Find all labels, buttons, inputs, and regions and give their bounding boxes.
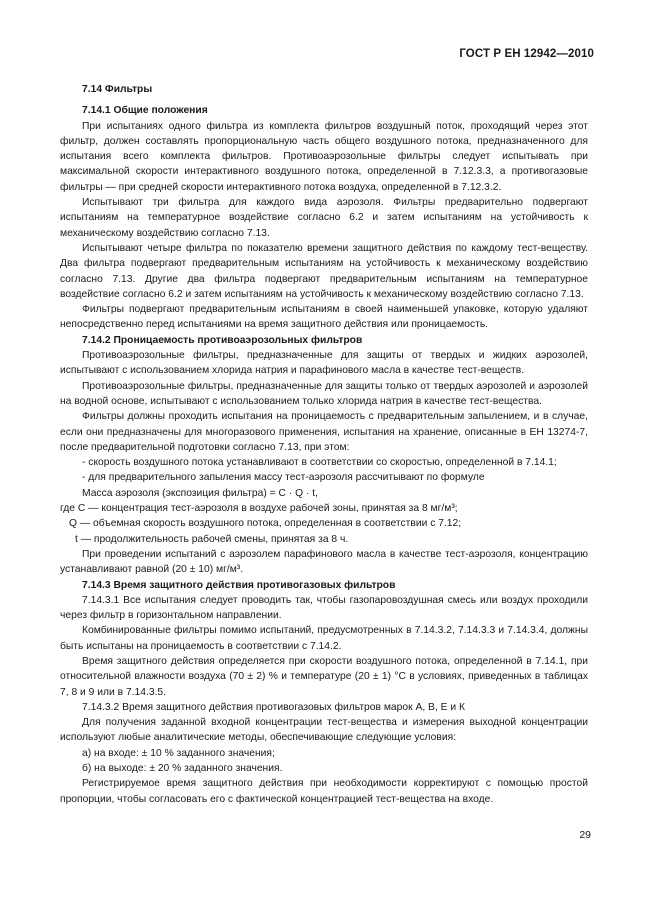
paragraph: Фильтры должны проходить испытания на проницаемость с предварительным запылением, и в случае, если они предназначены для многоразового применения, испытания на хранение, описанные в ЕН 13274-7, после предварительной подготовки согласно 7.13, при этом: — [60, 411, 588, 453]
page-number: 29 — [579, 829, 591, 841]
section-heading-7-14-1: 7.14.1 Общие положения — [82, 105, 208, 117]
list-item: - для предварительного запыления массу тест-аэрозоля рассчитывают по формуле — [82, 472, 485, 484]
variable-definition: Q — объемная скорость воздушного потока, определенная в соответствии с 7.12; — [69, 518, 462, 530]
variable-definition: t — продолжительность рабочей смены, принятая за 8 ч. — [75, 533, 349, 545]
paragraph: Испытывают три фильтра для каждого вида аэрозоля. Фильтры предварительно подвергают испытаниям на температурное воздействие согласно 6.2 и затем испытаниям на устойчивость к механическому воздействию согласно 7.13. — [60, 197, 588, 239]
page-content — [60, 80, 588, 807]
paragraph: Комбинированные фильтры помимо испытаний, предусмотренных в 7.14.3.2, 7.14.3.3 и 7.14.3.4, должны быть испытаны на проницаемость в соответствии с 7.14.2. — [60, 625, 588, 652]
paragraph: Противоаэрозольные фильтры, предназначенные для защиты от твердых и жидких аэрозолей, испытывают с использованием хлорида натрия и парафинового масла в качестве тест-веществ. — [60, 350, 588, 377]
paragraph: 7.14.3.1 Все испытания следует проводить так, чтобы газопаровоздушная смесь или воздух проходили через фильтр в горизонтальном направлении. — [60, 594, 588, 622]
list-item: б) на выходе: ± 20 % заданного значения. — [82, 763, 283, 775]
section-heading-7-14-2: 7.14.2 Проницаемость противоаэрозольных фильтров — [82, 334, 363, 346]
paragraph: При проведении испытаний с аэрозолем парафинового масла в качестве тест-аэрозоля, концентрацию устанавливают равной (20 ± 10) мг/м³. — [60, 548, 588, 576]
paragraph: При испытаниях одного фильтра из комплекта фильтров воздушный поток, проходящий через этот фильтр, должен составлять пропорциональную часть общего воздушного потока, предназначенного для испытания всего комплекта фильтров. Противоаэрозольные фильтры следует испытывать при максимальной скорости интерактивного воздушного потока, определенной в 7.12.3.3, а противогазовые фильтры — при средней скорости интерактивного потока воздуха, определенной в 7.12.3.2. — [60, 120, 588, 193]
paragraph: Противоаэрозольные фильтры, предназначенные для защиты только от твердых аэрозолей и аэрозолей на водной основе, испытывают с использованием только хлорида натрия в качестве тест-вещества. — [60, 380, 588, 407]
list-item: а) на входе: ± 10 % заданного значения; — [82, 747, 275, 759]
variable-definition: где C — концентрация тест-аэрозоля в воздухе рабочей зоны, принятая за 8 мг/м³; — [60, 503, 458, 515]
paragraph: Испытывают четыре фильтра по показателю времени защитного действия по каждому тест-веществу. Два фильтра подвергают предварительным испытаниям на устойчивость к механическому воздействию согласно 7.13. Другие два фильтра подвергают предварительным испытаниям на температурное воздействие согласно 6.2 и затем испытаниям на устойчивость к механическому воздействию согласно 7.13. — [60, 242, 588, 300]
document-id-header: ГОСТ Р ЕН 12942—2010 — [459, 48, 594, 60]
list-item: - скорость воздушного потока устанавливают в соответствии со скоростью, определенной в 7.14.1; — [82, 457, 557, 469]
paragraph: Регистрируемое время защитного действия при необходимости корректируют с помощью простой пропорции, чтобы согласовать его с фактической концентрацией тест-вещества на входе. — [60, 778, 588, 805]
formula: Масса аэрозоля (экспозиция фильтра) = C · Q · t, — [82, 487, 318, 499]
paragraph: 7.14.3.2 Время защитного действия противогазовых фильтров марок А, В, Е и К — [82, 701, 465, 713]
paragraph: Время защитного действия определяется при скорости воздушного потока, определенной в 7.14.1, при относительной влажности воздуха (70 ± 2) % и температуре (20 ± 1) °C в условиях, приведенных в таблицах 7, 8 и 9 или в 7.14.3.5. — [60, 655, 588, 698]
paragraph: Фильтры подвергают предварительным испытаниям в своей наименьшей упаковке, которую удаляют непосредственно перед испытаниями на время защитного действия или проницаемость. — [60, 304, 588, 331]
section-heading-7-14: 7.14 Фильтры — [82, 84, 153, 95]
paragraph: Для получения заданной входной концентрации тест-вещества и измерения выходной концентрации используют любые аналитические методы, обеспечивающие следующие условия: — [60, 717, 588, 744]
section-heading-7-14-3: 7.14.3 Время защитного действия противогазовых фильтров — [82, 579, 396, 591]
